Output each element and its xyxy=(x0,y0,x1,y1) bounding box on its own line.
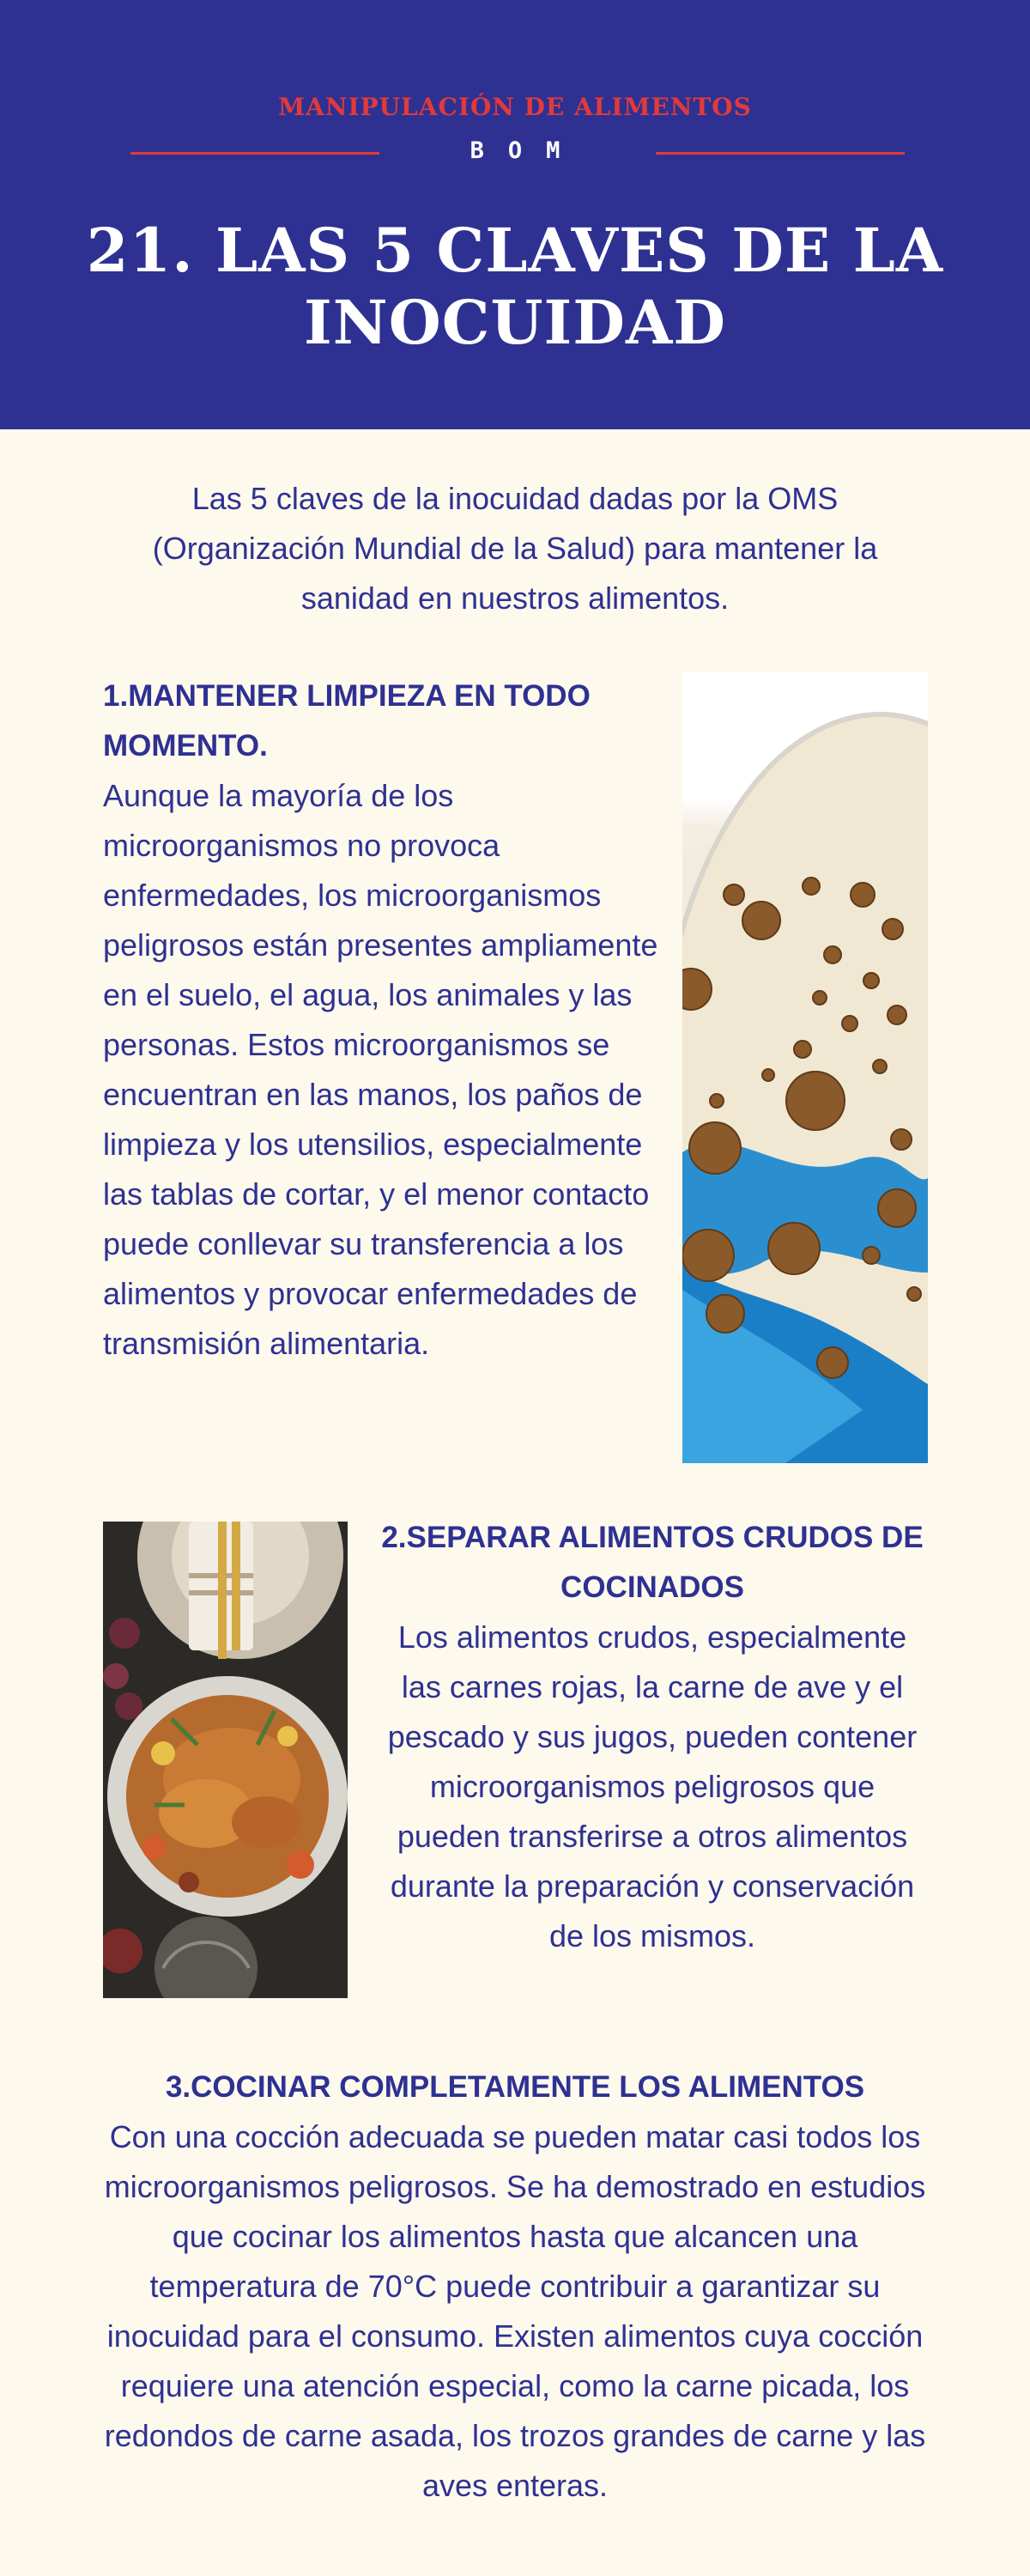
petri-dish-illustration xyxy=(682,671,928,1463)
section-title: 2.SEPARAR ALIMENTOS CRUDOS DE COCINADOS xyxy=(381,1521,924,1604)
section-title: 1.MANTENER LIMPIEZA EN TODO MOMENTO. xyxy=(103,679,591,762)
section-text: Con una cocción adecuada se pueden matar casi todos los microorganismos peligrosos. Se ha demostrado en estudios que cocinar los alimentos hasta que alcancen una temperatura de 70°C puede contribuir a garantizar su inocuidad para el consumo. Existen alimentos cuya cocción requiere una atención especial, como la carne picada, los redondos de carne asada, los trozos grandes de carne y las aves enteras. xyxy=(104,2119,926,2503)
roast-chicken-image xyxy=(103,1522,348,1998)
petri-dish-image xyxy=(682,671,928,1463)
header-banner xyxy=(0,0,1030,429)
section-title: 3.COCINAR COMPLETAMENTE LOS ALIMENTOS xyxy=(165,2070,865,2104)
kicker-text: MANIPULACIÓN DE ALIMENTOS xyxy=(278,93,752,121)
section-text: Aunque la mayoría de los microorganismos no provoca enfermedades, los microorganismos peligrosos están presentes ampliamente en el suelo, el agua, los animales y las personas. Estos microorganismos se encuentran en las manos, los paños de limpieza y los utensilios, especialmente las tablas de cortar, y el menor contacto puede conllevar su transferencia a los alimentos y provocar enfermedades de transmisión alimentaria. xyxy=(103,778,658,1361)
section-cleanliness xyxy=(103,671,661,1369)
page-title: 21. LAS 5 CLAVES DE LA INOCUIDAD xyxy=(86,215,944,358)
roast-chicken-illustration xyxy=(103,1522,348,1998)
section-separate-foods xyxy=(374,1513,930,1961)
section-text: Los alimentos crudos, especialmente las carnes rojas, la carne de ave y el pescado y sus jugos, pueden contener microorganismos peligrosos que pueden transferirse a otros alimentos durante la preparación y conservación de los mismos. xyxy=(387,1619,918,1953)
brand-text: BOM xyxy=(470,137,585,164)
intro-text: Las 5 claves de la inocuidad dadas por la OMS (Organización Mundial de la Salud) para mantener la sanidad en nuestros alimentos. xyxy=(152,481,878,616)
section-cook-thoroughly xyxy=(94,2063,936,2511)
